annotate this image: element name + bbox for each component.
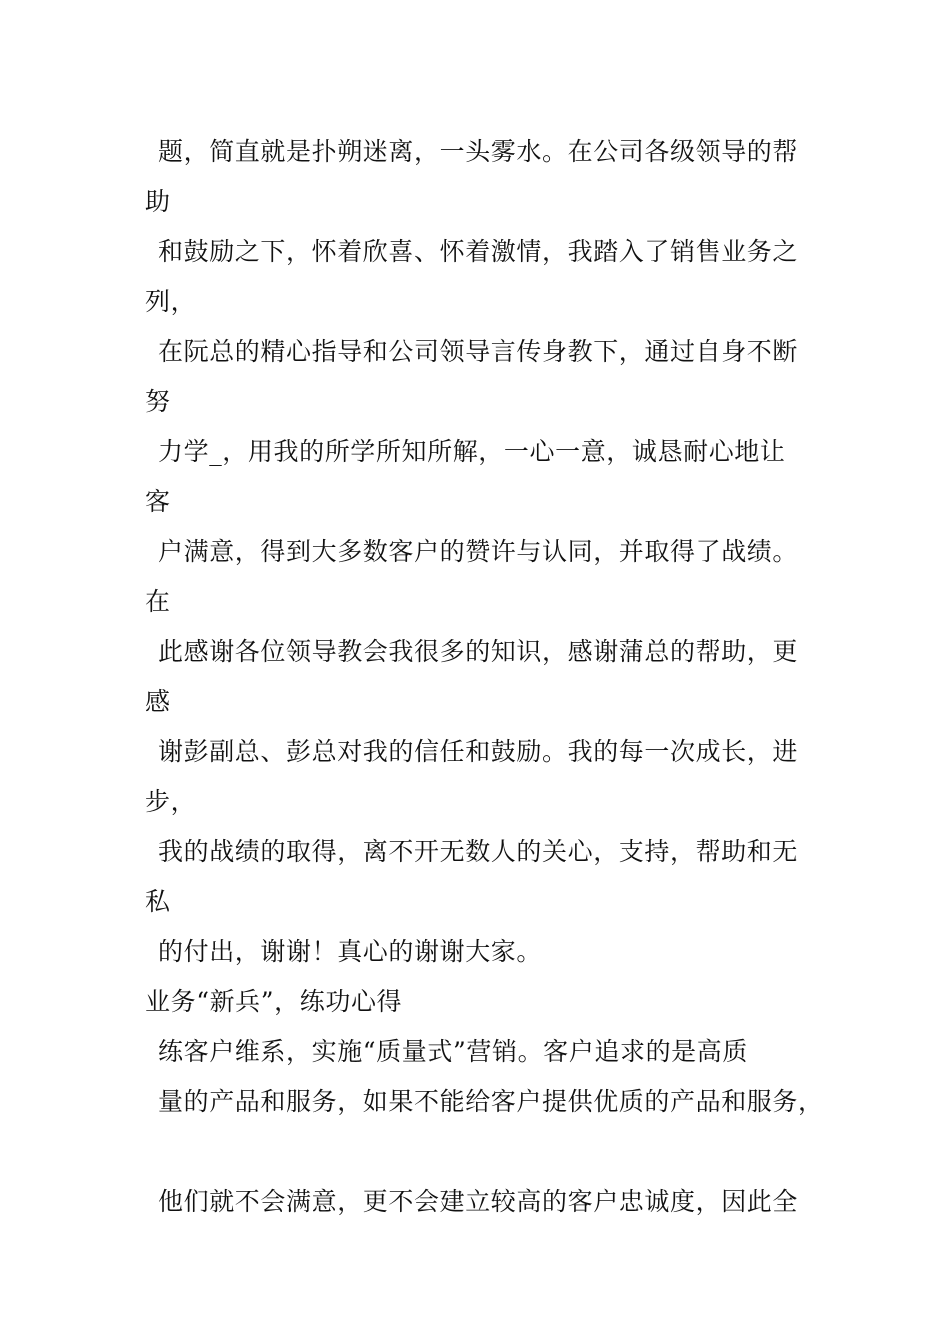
- paragraph-line: 感: [145, 687, 171, 716]
- paragraph-line: 努: [145, 387, 171, 416]
- section-heading: 业务“新兵”，练功心得: [145, 987, 403, 1016]
- paragraph-line: 此感谢各位领导教会我很多的知识，感谢蒲总的帮助，更: [158, 637, 799, 666]
- paragraph-line: 和鼓励之下，怀着欣喜、怀着激情，我踏入了销售业务之: [158, 237, 799, 266]
- paragraph-line: 户满意，得到大多数客户的赞许与认同，并取得了战绩。: [158, 537, 799, 566]
- paragraph-line: 在阮总的精心指导和公司领导言传身教下，通过自身不断: [158, 337, 799, 366]
- paragraph-line: 谢彭副总、彭总对我的信任和鼓励。我的每一次成长，进: [158, 737, 799, 766]
- paragraph-line: 私: [145, 887, 171, 916]
- paragraph-line: 我的战绩的取得，离不开无数人的关心，支持，帮助和无: [158, 837, 799, 866]
- paragraph-line: 客: [145, 487, 171, 516]
- paragraph-line: 在: [145, 587, 171, 616]
- paragraph-line: 量的产品和服务，如果不能给客户提供优质的产品和服务，: [158, 1087, 824, 1116]
- paragraph-line: 的付出，谢谢！真心的谢谢大家。: [158, 937, 543, 966]
- paragraph-line: 题，简直就是扑朔迷离，一头雾水。在公司各级领导的帮: [158, 137, 799, 166]
- paragraph-line: 步，: [145, 787, 197, 816]
- paragraph-line: 力学_，用我的所学所知所解，一心一意，诚恳耐心地让: [158, 437, 786, 466]
- paragraph-line: 练客户维系，实施“质量式”营销。客户追求的是高质: [158, 1037, 748, 1066]
- paragraph-line: 助: [145, 187, 171, 216]
- paragraph-line: 列，: [145, 287, 197, 316]
- paragraph-line: 他们就不会满意，更不会建立较高的客户忠诚度，因此全: [158, 1187, 799, 1216]
